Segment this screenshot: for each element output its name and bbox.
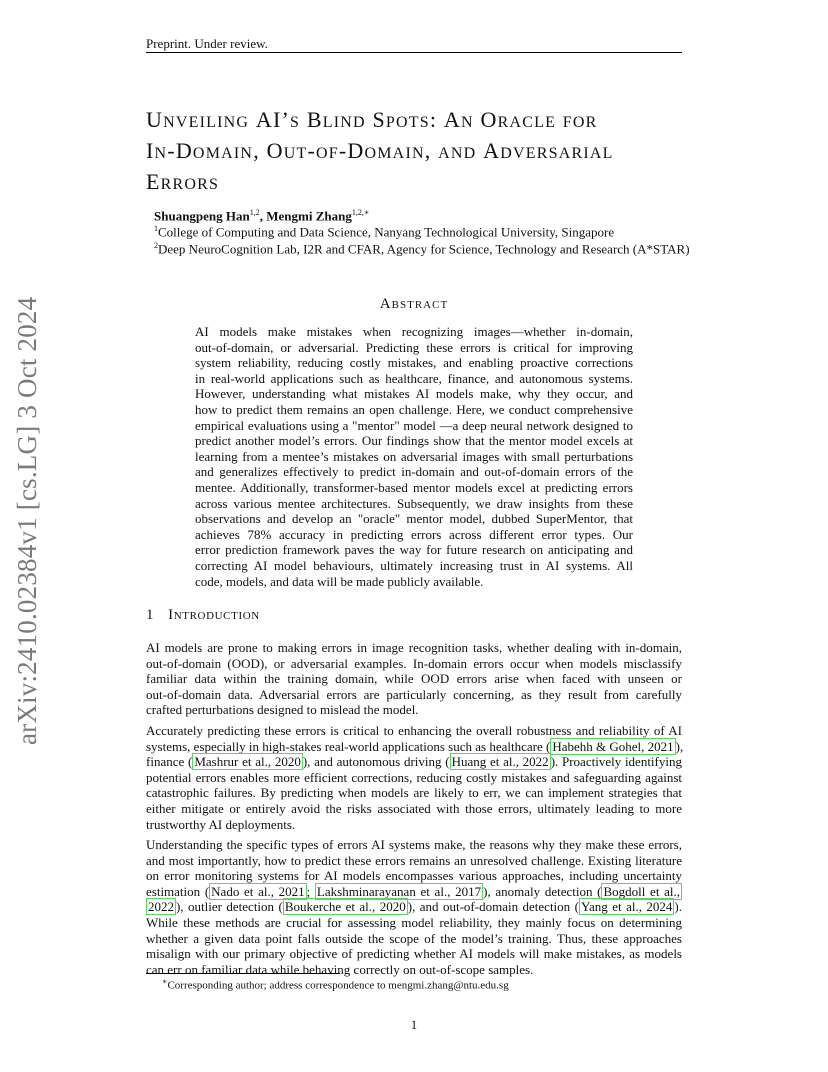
paragraph-line: trustworthy AI deployments.: [146, 816, 296, 832]
text-line: error prediction framework paves the way for future research on anticipating and: [195, 542, 633, 558]
text-line: crafted perturbations designed to mislead the model.: [146, 702, 419, 718]
paragraph-line: [146, 884, 682, 900]
text-run: finance (: [146, 754, 193, 770]
text-line: mentee. Additionally, transformer-based mentor models excel at predicting errors: [195, 479, 633, 495]
text-run: ). Proactively identifying: [550, 754, 682, 770]
text-line: AI models are prone to making errors in image recognition tasks, whether dealing with in-domain,: [146, 640, 682, 655]
text-line: empirical evaluations using a "mentor" model —a deep neural network designed to: [195, 417, 633, 433]
paragraph-line: Understanding the specific types of errors AI systems make, the reasons why they make these errors,: [146, 837, 682, 852]
paragraph-1: [146, 640, 682, 718]
paragraph-line: [146, 754, 682, 770]
title-line-1: UNVEILING AI’S BLIND SPOTS: AN ORACLE FOR: [146, 107, 598, 132]
text-line: predict another model’s errors. Our findings show that the mentor model excels at: [195, 433, 633, 449]
paragraph-line: [146, 739, 682, 755]
text-line: out-of-domain (OOD), or adversarial examples. In-domain errors occur when models misclassify: [146, 655, 682, 671]
abstract-heading: ABSTRACT: [379, 296, 449, 312]
paragraph-3: [146, 837, 682, 977]
author-separator: ,: [259, 208, 267, 224]
affiliation-1: [154, 224, 614, 240]
paragraph-line: misalign with our primary objective of predicting whether AI models will make mistakes, as models: [146, 946, 682, 962]
author-list: [154, 208, 369, 224]
text-line: out-of-domain, or adversarial. Predicting these errors is critical for improving: [195, 339, 633, 355]
text-run: systems, especially in high-stakes real-world applications such as healthcare (: [146, 738, 551, 754]
running-header: Preprint. Under review.: [146, 36, 268, 51]
text-line: achieves 78% accuracy in predicting errors across different error types. Our: [195, 526, 633, 542]
text-line: code, models, and data will be made publicly available.: [195, 573, 484, 589]
citation-link[interactable]: Mashrur et al., 2020: [194, 754, 301, 770]
paragraph-line: can err on familiar data while behaving correctly on out-of-scope samples.: [146, 961, 534, 977]
affiliation-text: College of Computing and Data Science, Nanyang Technological University, Singapore: [158, 224, 615, 240]
text-run: ), outlier detection (: [176, 899, 283, 915]
affiliation-mark: 1: [154, 224, 158, 233]
text-run: ), anomaly detection (: [483, 883, 602, 899]
abstract-body: [195, 324, 633, 589]
citation-link[interactable]: Huang et al., 2022: [451, 754, 549, 770]
paragraph-line: and most importantly, how to predict these errors remains an unresolved challenge. Existing literature: [146, 852, 682, 868]
text-line: However, understanding what mistakes AI models make, why they occur, and: [195, 386, 633, 402]
paragraph-line: catastrophic failures. By predicting when models are likely to err, we can implement strategies that: [146, 785, 682, 801]
text-line: and generalizes effectively to predict in-domain and out-of-domain errors of the: [195, 464, 633, 480]
footnote: [162, 977, 509, 992]
affiliation-2: [154, 241, 690, 257]
citation-link[interactable]: 2022: [148, 899, 174, 915]
citation-link[interactable]: Bogdoll et al.,: [603, 883, 680, 899]
paper-title: [146, 106, 686, 199]
citation-link[interactable]: Yang et al., 2024: [580, 899, 673, 915]
author-affiliation-mark: 1,2: [249, 208, 260, 217]
text-line: AI models make mistakes when recognizing images—whether in-domain,: [195, 324, 633, 339]
text-run: ).: [674, 899, 683, 915]
paragraph-line: on error monitoring systems for AI models encompasses various approaches, including uncertainty: [146, 868, 682, 884]
text-run: estimation (: [146, 883, 210, 899]
citation-link[interactable]: Boukerche et al., 2020: [284, 899, 406, 915]
citation-link[interactable]: Nado et al., 2021: [211, 883, 305, 899]
title-line-2: IN-DOMAIN, OUT-OF-DOMAIN, AND ADVERSARIAL: [146, 138, 614, 163]
footnote-text: Corresponding author; address correspondence to mengmi.zhang@ntu.edu.sg: [167, 979, 509, 992]
text-line: familiar data within the training domain, while OOD errors arise when faced with unseen or: [146, 671, 682, 687]
citation-link[interactable]: Lakshminarayanan et al., 2017: [316, 883, 482, 899]
title-line-3: ERRORS: [146, 169, 220, 194]
text-run: ;: [306, 883, 315, 899]
author-affiliation-mark: 1,2,∗: [351, 208, 370, 217]
text-line: learning from a mentee’s mistakes on adversarial images with small perturbations: [195, 448, 633, 464]
text-line: system reliability, reducing costly mistakes, and enabling proactive corrections: [195, 355, 633, 371]
page-number: 1: [410, 1017, 418, 1032]
text-run: ), and out-of-domain detection (: [407, 899, 579, 915]
affiliation-mark: 2: [154, 241, 158, 250]
text-line: in real-world applications such as healthcare, finance, and autonomous systems.: [195, 370, 633, 386]
footnote-rule: [146, 973, 340, 974]
author-name: Mengmi Zhang: [266, 208, 352, 224]
section-heading-introduction: 1 INTRODUCTION: [146, 607, 260, 623]
text-line: how to predict them remains an open challenge. Here, we conduct comprehensive: [195, 401, 633, 417]
header-rule: [146, 52, 682, 53]
paragraph-line: Accurately predicting these errors is critical to enhancing the overall robustness and reliability of AI: [146, 723, 682, 738]
footnote-mark: ∗: [162, 977, 168, 986]
text-line: across various mentee architectures. Subsequently, we draw insights from these: [195, 495, 633, 511]
text-line: observations and develop an "oracle" mentor model, dubbed SuperMentor, that: [195, 511, 633, 527]
paragraph-line: either mitigate or entirely avoid the risks associated with those errors, ultimately leading to more: [146, 800, 682, 816]
paragraph-2: [146, 723, 682, 832]
paragraph-line: [146, 899, 682, 915]
paragraph-line: potential errors enables more efficient corrections, reducing costly mistakes and safeguarding against: [146, 769, 682, 785]
section-number: 1: [146, 607, 155, 623]
paragraph-line: whether a given data point falls outside the scope of the model’s training. Thus, these approaches: [146, 930, 682, 946]
text-run: ), and autonomous driving (: [302, 754, 450, 770]
arxiv-side-stamp: arXiv:2410.02384v1 [cs.LG] 3 Oct 2024: [12, 296, 42, 745]
paragraph-line: While these methods are crucial for assessing model reliability, they mainly focus on determining: [146, 914, 682, 930]
author-name: Shuangpeng Han: [154, 208, 250, 224]
text-run: ),: [675, 738, 684, 754]
text-line: out-of-domain data. Adversarial errors are particularly concerning, as they result from carefully: [146, 686, 682, 702]
text-line: correcting AI model behaviours, ultimately increasing trust in AI systems. All: [195, 557, 633, 573]
affiliation-text: Deep NeuroCognition Lab, I2R and CFAR, Agency for Science, Technology and Research (A*STAR): [158, 241, 690, 257]
citation-link[interactable]: Habehh & Gohel, 2021: [552, 738, 674, 754]
